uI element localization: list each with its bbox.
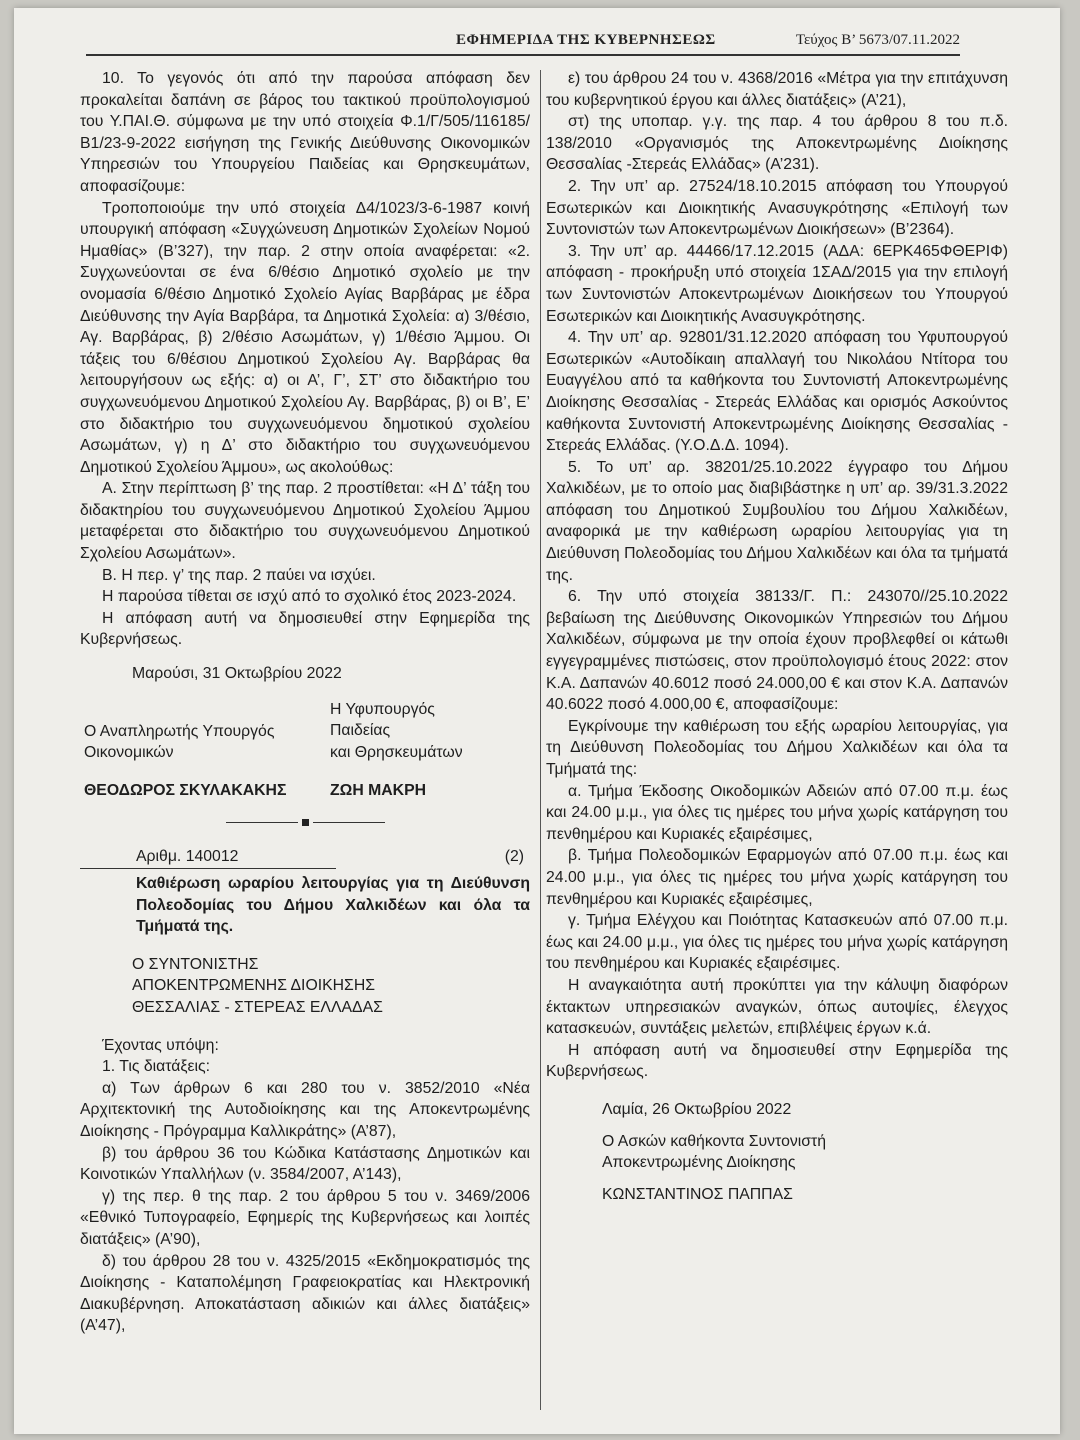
- decision-title: Καθιέρωση ωραρίου λειτουργίας για τη Διεύθυνση Πολεοδομίας του Δήμου Χαλκιδέων και όλα τα Τμήματά της.: [136, 875, 530, 936]
- signatory-role: Ο Ασκών καθήκοντα Συντονιστή: [602, 1132, 827, 1150]
- left-column: [80, 68, 530, 1337]
- paragraph: 6. Την υπό στοιχεία 38133/Γ. Π.: 243070//25.10.2022 βεβαίωση της Διεύθυνσης Οικονομικών Υπηρεσιών του Δήμου Χαλκιδέων, σύμφωνα με την οποία έχουν προβλεφθεί οι κάτωθι εγγεγραμμένες πιστώσεις, στον προϋπολογισμό έτους 2022: στον Κ.Α. Δαπανών 40.6012 ποσό 24.000,00 € και στον Κ.Α. Δαπανών 40.6022 ποσό 4.000,00 €, αποφασίζουμε:: [546, 588, 1008, 714]
- paragraph: γ) της περ. θ της παρ. 2 του άρθρου 5 του ν. 3469/2006 «Εθνικό Τυπογραφείο, Εφημερίς της Κυβερνήσεως και λοιπές διατάξεις» (Α’90),: [80, 1187, 530, 1248]
- issue-number: Τεύχος Β’ 5673/07.11.2022: [795, 32, 960, 48]
- signatory-name-right: ΖΩΗ ΜΑΚΡΗ: [330, 781, 427, 799]
- paragraph: 2. Την υπ’ αρ. 27524/18.10.2015 απόφαση του Υπουργού Εσωτερικών και Διοικητικής Ανασυγκρότησης «Επιλογή των Συντονιστών των Αποκεντρωμένων Διοικήσεων» (Β’2364).: [546, 177, 1008, 239]
- paragraph: δ) του άρθρου 28 του ν. 4325/2015 «Εκδημοκρατισμός της Διοίκησης - Καταπολέμηση Γραφειοκρατίας και Ηλεκτρονική Διακυβέρνηση. Αποκατάσταση αδικιών και άλλες διατάξεις» (Α’47),: [80, 1252, 530, 1335]
- right-column: [546, 68, 1008, 1205]
- decision-sequence: (2): [504, 848, 524, 866]
- paragraph: 5. Το υπ’ αρ. 38201/25.10.2022 έγγραφο του Δήμου Χαλκιδέων, με το οποίο μας διαβιβάστηκε η υπ’ αρ. 39/31.3.2022 απόφαση του Δημοτικού Συμβουλίου του Δήμου Χαλκιδέων, αναφορικά με την καθιέρωση ωραρίου λειτουργίας για τη Διεύθυνση Πολεοδομίας του Δήμου Χαλκιδέων και όλα τα τμήματά της.: [546, 458, 1008, 584]
- page-header: [86, 26, 960, 56]
- paragraph: 10. Το γεγονός ότι από την παρούσα απόφαση δεν προκαλείται δαπάνη σε βάρος του τακτικού προϋπολογισμού του Υ.ΠΑΙ.Θ. σύμφωνα με την υπό στοιχεία Φ.1/Γ/505/116185/Β1/23-9-2022 εισήγηση της Γενικής Διεύθυνσης Οικονομικών Υπηρεσιών του Υπουργείου Παιδείας και Θρησκευμάτων, αποφασίζουμε:: [80, 70, 530, 195]
- signing-place-date: Λαμία, 26 Οκτωβρίου 2022: [602, 1100, 792, 1118]
- paragraph: 4. Την υπ’ αρ. 92801/31.12.2020 απόφαση του Υφυπουργού Εσωτερικών «Αυτοδίκαιη απαλλαγή του Νικολάου Ντίτορα του Ευαγγέλου από τα καθήκοντα του Συντονιστή Αποκεντρωμένης Διοίκησης Θεσσαλίας - Στερεάς Ελλάδας και ορισμός Ασκούντος καθήκοντα Συντονιστή Αποκεντρωμένης Διοίκησης Θεσσαλίας - Στερεάς Ελλάδας. (Υ.Ο.Δ.Δ. 1094).: [546, 329, 1008, 455]
- paragraph: στ) της υποπαρ. γ.γ. της παρ. 4 του άρθρου 8 του π.δ. 138/2010 «Οργανισμός της Αποκεντρωμένης Διοίκησης Θεσσαλίας -Στερεάς Ελλάδας» (Α’231).: [546, 113, 1008, 174]
- signatory-name: ΚΩΝΣΤΑΝΤΙΝΟΣ ΠΑΠΠΑΣ: [602, 1185, 793, 1203]
- paragraph: 3. Την υπ’ αρ. 44466/17.12.2015 (ΑΔΑ: 6ΕΡΚ465ΦΘΕΡΙΦ) απόφαση - προκήρυξη υπό στοιχεία 1ΣΑΔ/2015 για την επιλογή των Συντονιστών Αποκεντρωμένων Διοικήσεων του Υπουργού Εσωτερικών και Διοικητικής Ανασυγκρότησης.: [546, 242, 1008, 325]
- signature-left-role: [80, 699, 330, 764]
- role-line: Οικονομικών: [84, 744, 174, 762]
- gazette-title: ΕΦΗΜΕΡΙΔΑ ΤΗΣ ΚΥΒΕΡΝΗΣΕΩΣ: [456, 32, 716, 48]
- paragraph: α) Των άρθρων 6 και 280 του ν. 3852/2010 «Νέα Αρχιτεκτονική της Αυτοδιοίκησης και της Αποκεντρωμένης Διοίκησης - Πρόγραμμα Καλλικράτης» (Α’87),: [80, 1079, 530, 1140]
- paragraph: α. Τμήμα Έκδοσης Οικοδομικών Αδειών από 07.00 π.μ. έως και 24.00 μ.μ., για όλες τις ημέρες του μήνα χωρίς κατάργηση του πενθημέρου και Κυριακές εξαιρέσιμες,: [546, 782, 1008, 843]
- paragraph: Εγκρίνουμε την καθιέρωση του εξής ωραρίου λειτουργίας, για τη Διεύθυνση Πολεοδομίας του Δήμου Χαλκιδέων και όλα τα Τμήματά της:: [546, 717, 1008, 778]
- role-line: Η Υφυπουργός: [330, 700, 435, 718]
- signatures-roles: [80, 699, 530, 764]
- signatory-name-left: ΘΕΟΔΩΡΟΣ ΣΚΥΛΑΚΑΚΗΣ: [84, 781, 287, 799]
- authority-line: ΑΠΟΚΕΝΤΡΩΜΕΝΗΣ ΔΙΟΙΚΗΣΗΣ: [132, 977, 376, 995]
- gazette-page: [14, 8, 1060, 1434]
- signature-names: [80, 780, 530, 802]
- role-line: και Θρησκευμάτων: [330, 743, 463, 761]
- authority-line: ΘΕΣΣΑΛΙΑΣ - ΣΤΕΡΕΑΣ ΕΛΛΑΔΑΣ: [132, 998, 383, 1016]
- paragraph: β. Τμήμα Πολεοδομικών Εφαρμογών από 07.00 π.μ. έως και 24.00 μ.μ., για όλες τις ημέρες του μήνα χωρίς κατάργηση του πενθημέρου και Κυριακές εξαιρέσιμες,: [546, 847, 1008, 908]
- role-line: Παιδείας: [330, 722, 391, 740]
- role-line: Ο Αναπληρωτής Υπουργός: [84, 722, 275, 740]
- paragraph: 1. Τις διατάξεις:: [102, 1058, 211, 1076]
- decision-number: Αριθμ. 140012: [80, 846, 336, 869]
- signature-right-role: [330, 699, 530, 764]
- paragraph: Η απόφαση αυτή να δημοσιευθεί στην Εφημερίδα της Κυβερνήσεως.: [80, 609, 530, 649]
- paragraph: γ. Τμήμα Ελέγχου και Ποιότητας Κατασκευών από 07.00 π.μ. έως και 24.00 μ.μ., για όλες τις ημέρες του μήνα χωρίς κατάργηση του πενθημέρου και Κυριακές εξαιρέσιμες.: [546, 912, 1008, 973]
- signatory-role: Αποκεντρωμένης Διοίκησης: [602, 1154, 796, 1172]
- section-separator: [80, 819, 530, 826]
- paragraph: Τροποποιούμε την υπό στοιχεία Δ4/1023/3-6-1987 κοινή υπουργική απόφαση «Συγχώνευση Δημοτικών Σχολείων Νομού Ημαθίας» (Β’327), την παρ. 2 στην οποία αναφέρεται: «2. Συγχωνεύονται σε ένα 6/θέσιο Δημοτικό σχολείο με την ονομασία 6/θέσιο Δημοτικό Σχολείο Αγίας Βαρβάρας με έδρα Διεύθυνσης την Αγία Βαρβάρα, τα Δημοτικά Σχολεία: α) 3/θέσιο, Αγ. Βαρβάρας, β) 2/θέσιο Ασωμάτων, γ) 1/θέσιο Άμμου. Οι τάξεις του 6/θέσιου Δημοτικού Σχολείου Αγ. Βαρβάρας θα λειτουργήσουν ως εξής: α) οι Α’, Γ’, ΣΤ’ στο διδακτήριο του συγχωνευόμενου Δημοτικού Σχολείου Αγ. Βαρβάρας, β) οι Β’, Ε’ στο διδακτήριο του συγχωνευόμενου δημοτικού σχολείου Ασωμάτων, γ) η Δ’ στο διδακτήριο του συγχωνευόμενου Δημοτικού Σχολείου Άμμου», ως ακολούθως:: [80, 199, 530, 476]
- paragraph: Α. Στην περίπτωση β’ της παρ. 2 προστίθεται: «Η Δ’ τάξη του διδακτηρίου του συγχωνευόμενου Δημοτικού Σχολείου Άμμου μεταφέρεται στο διδακτήριο του συγχωνευόμενου Δημοτικού Σχολείου Ασωμάτων».: [80, 480, 530, 563]
- paragraph: Έχοντας υπόψη:: [102, 1036, 219, 1054]
- signing-place-date: Μαρούσι, 31 Οκτωβρίου 2022: [132, 665, 342, 683]
- decision-header: [80, 846, 530, 869]
- authority-line: Ο ΣΥΝΤΟΝΙΣΤΗΣ: [132, 955, 259, 973]
- paragraph: Η παρούσα τίθεται σε ισχύ από το σχολικό έτος 2023-2024.: [102, 588, 517, 606]
- paragraph: ε) του άρθρου 24 του ν. 4368/2016 «Μέτρα για την επιτάχυνση του κυβερνητικού έργου και άλλες διατάξεις» (Α’21),: [546, 70, 1008, 109]
- paragraph: Η αναγκαιότητα αυτή προκύπτει για την κάλυψη διαφόρων έκτακτων υπηρεσιακών αναγκών, όπως αυτοψίες, έλεγχος κατασκευών, συντάξεις μελετών, επιβλέψεις έργων κ.ά.: [546, 976, 1008, 1038]
- paragraph: Β. Η περ. γ’ της παρ. 2 παύει να ισχύει.: [102, 566, 376, 584]
- issuing-authority: [80, 954, 530, 1019]
- paragraph: Η απόφαση αυτή να δημοσιευθεί στην Εφημερίδα της Κυβερνήσεως.: [546, 1041, 1008, 1081]
- column-divider: [540, 70, 541, 1410]
- paragraph: β) του άρθρου 36 του Κώδικα Κατάστασης Δημοτικών και Κοινοτικών Υπαλλήλων (ν. 3584/2007, Α’143),: [80, 1144, 530, 1184]
